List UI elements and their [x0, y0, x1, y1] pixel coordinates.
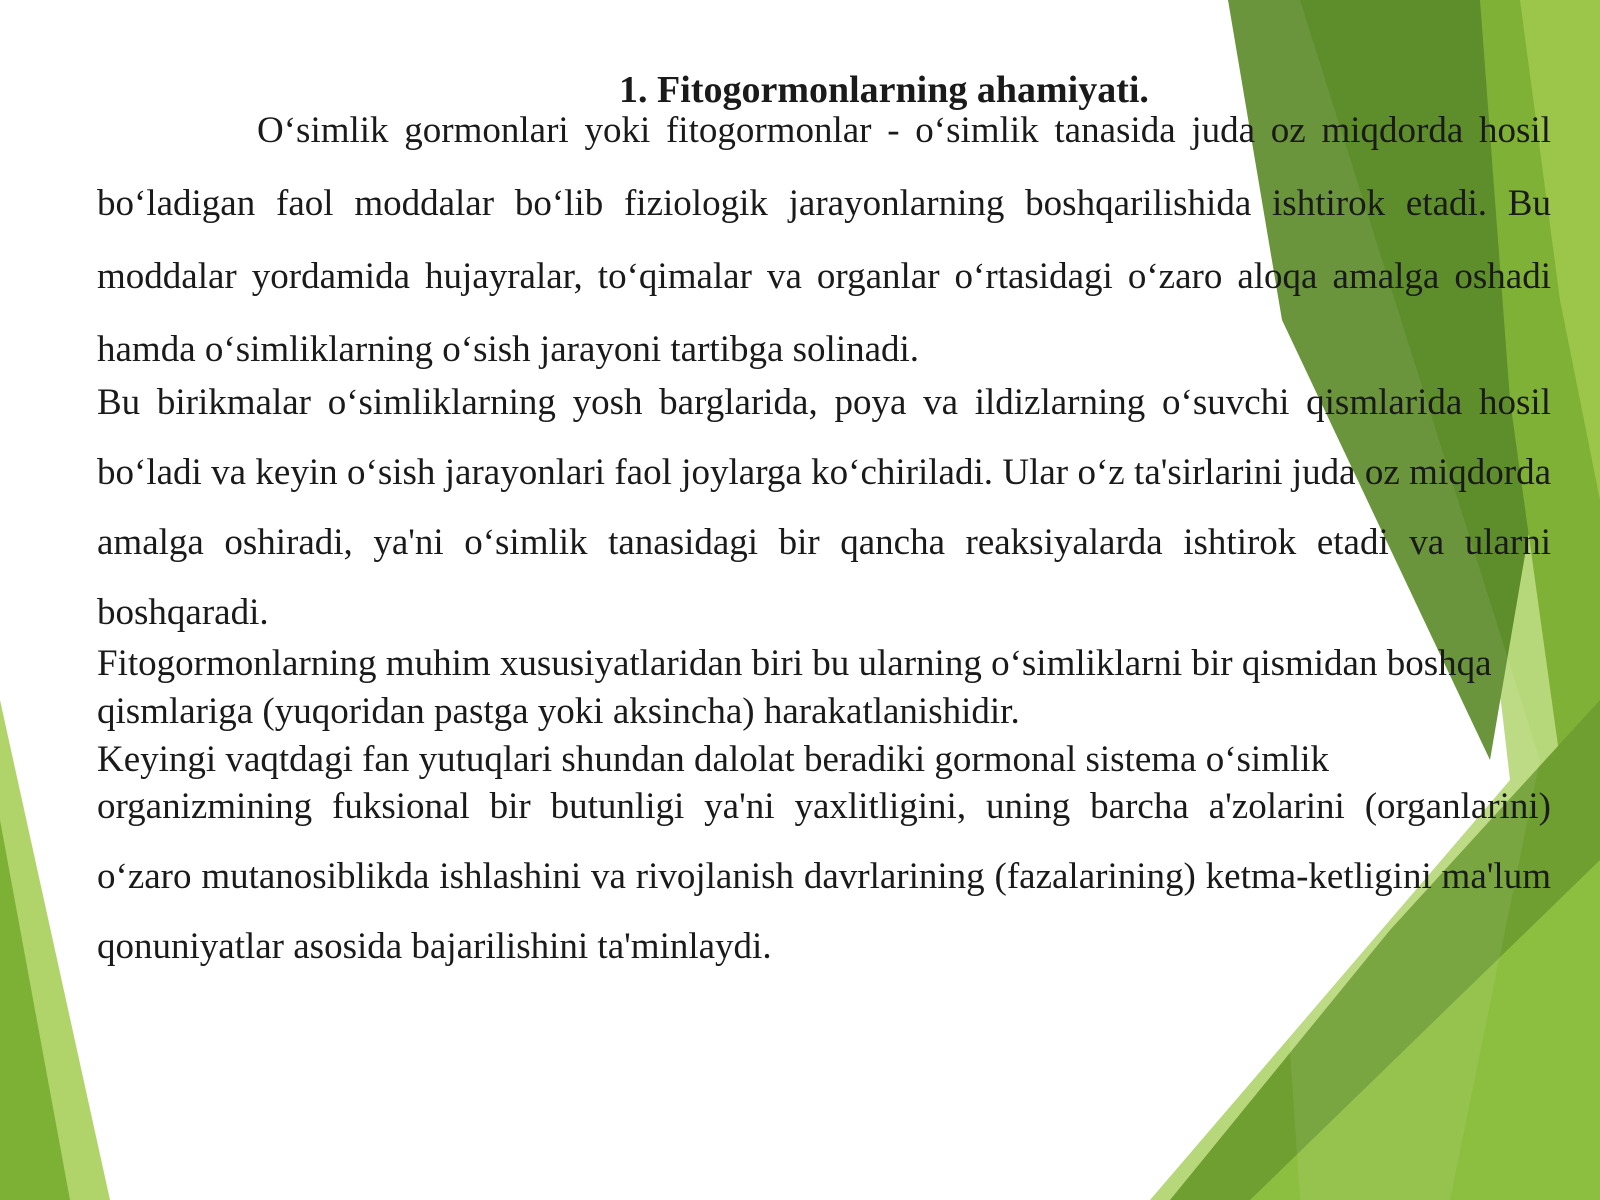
slide-content	[97, 64, 1551, 982]
slide-title: 1. Fitogormonlarning ahamiyati.	[619, 69, 1149, 111]
paragraph-2: Bu birikmalar o‘simliklarning yosh barglarida, poya va ildizlarning o‘suvchi qismlarida hosil bo‘ladi va keyin o‘sish jarayonlari faol joylarga ko‘chiriladi. Ular o‘z ta'sirlarini juda oz miqdorda amalga oshiradi, ya'ni o‘simlik tanasidagi bir qancha reaksiyalarda ishtirok etadi va ularni boshqaradi.	[97, 382, 1551, 633]
paragraph-1: O‘simlik gormonlari yoki fitogormonlar - o‘simlik tanasida juda oz miqdorda hosil bo‘ladigan faol moddalar bo‘lib fiziologik jarayonlarning boshqarilishida ishtirok etadi. Bu moddalar yordamida hujayralar, to‘qimalar va organlar o‘rtasidagi o‘zaro aloqa amalga oshadi hamda o‘simliklarning o‘sish jarayoni tartibga solinadi.	[97, 110, 1551, 370]
paragraph-5: organizmining fuksional bir butunligi ya'ni yaxlitligini, uning barcha a'zolarini (organlarini) o‘zaro mutanosiblikda ishlashini va rivojlanish davrlarining (fazalarining) ketma-ketligini ma'lum qonuniyatlar asosida bajarilishini ta'minlaydi.	[97, 786, 1551, 967]
paragraph-3: Fitogormonlarning muhim xususiyatlaridan biri bu ularning o‘simliklarni bir qismidan boshqa qismlariga (yuqoridan pastga yoki aksincha) harakatlanishidir.	[97, 643, 1492, 732]
paragraph-4: Keyingi vaqtdagi fan yutuqlari shundan dalolat beradiki gormonal sistema o‘simlik	[97, 739, 1330, 780]
